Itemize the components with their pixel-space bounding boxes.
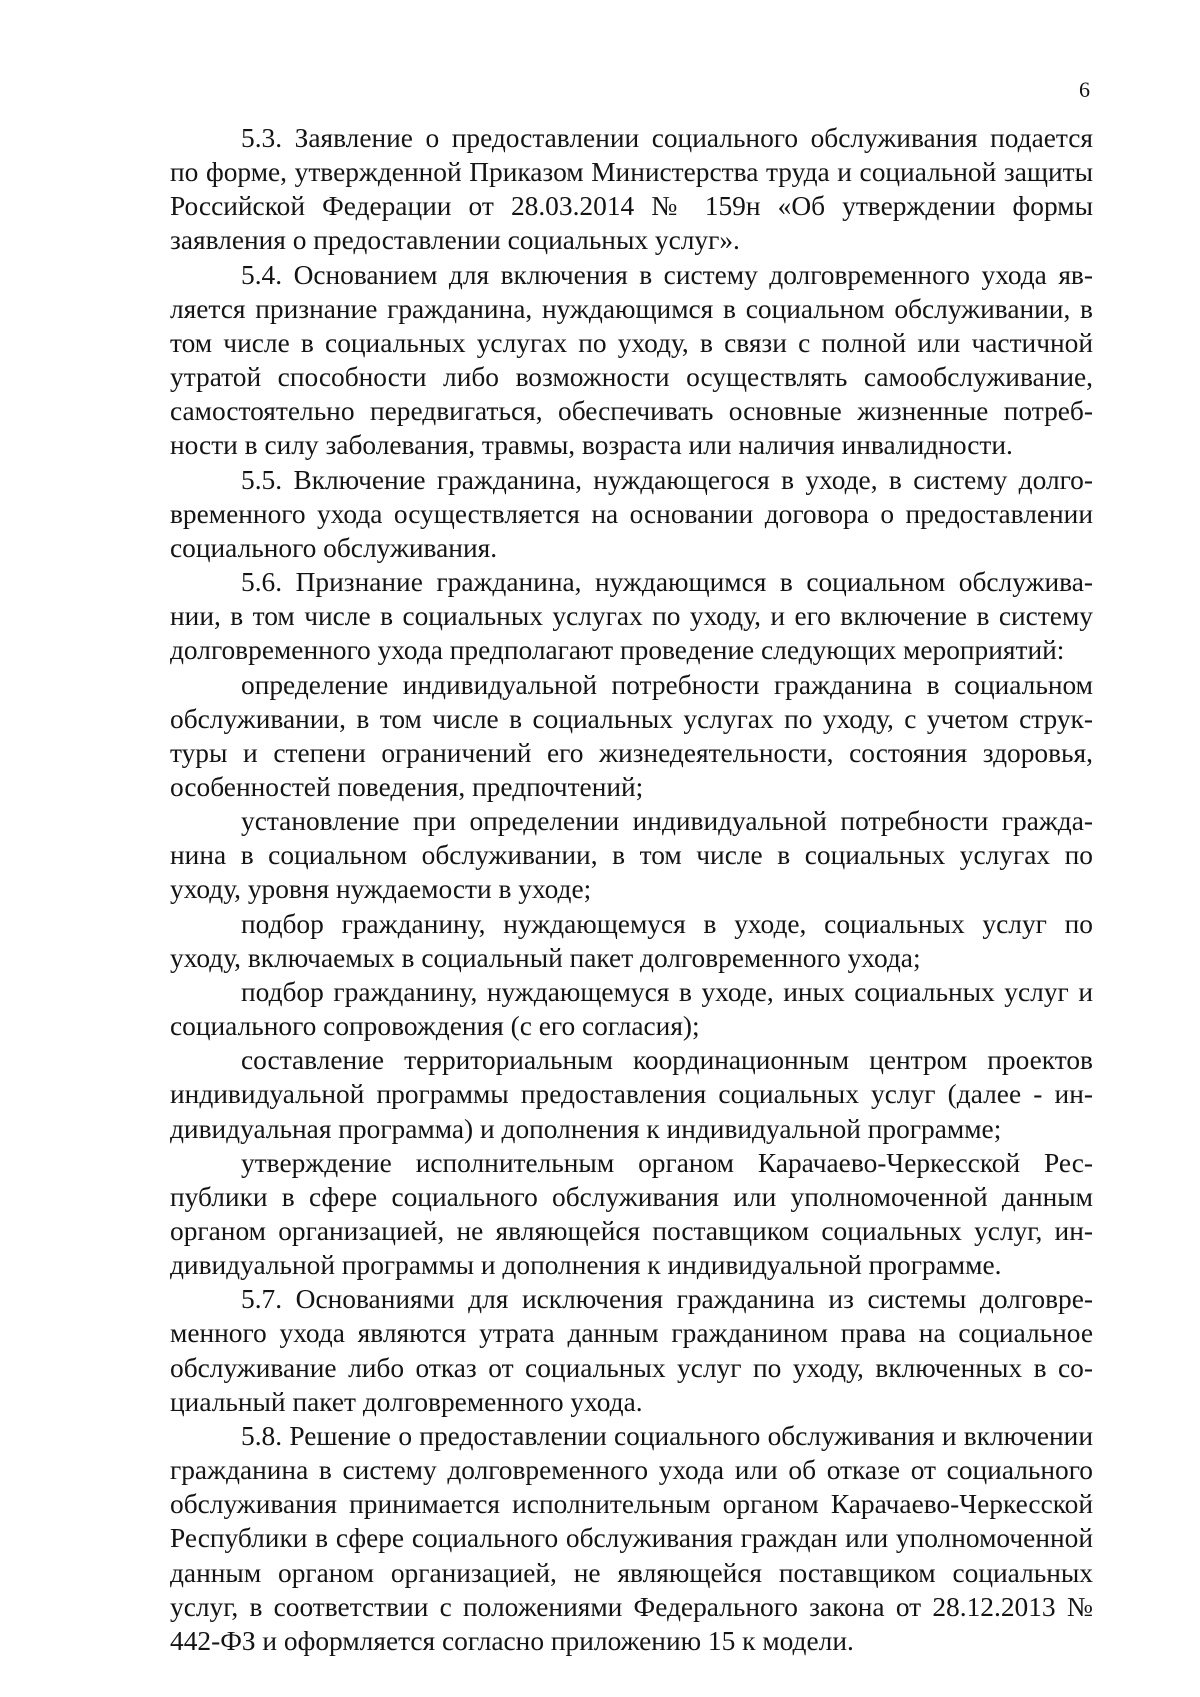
page-number: 6 bbox=[1079, 77, 1090, 102]
document-body bbox=[170, 121, 1093, 1658]
paragraph-5-3: 5.3. Заявление о предоставлении социального обслуживания подается по форме, утвержденной Приказом Министерства труда и социальной защиты Российской Федерации от 28.03.2014 № 159н «Об утверждении формы заявления о предоставлении социальных услуг». bbox=[170, 123, 1093, 256]
list-item-care-services: подбор гражданину, нуждающемуся в уходе, социальных услуг по уходу, включаемых в социальный пакет долговременного ухода; bbox=[170, 908, 1093, 973]
list-item-individual-need: определение индивидуальной потребности гражданина в социальном обслуживании, в том числе в социальных услугах по уходу, с учетом структуры и степени ограничений его жизнедеятельности, состояния здоровья, особенностей поведения, предпочтений; bbox=[170, 669, 1093, 802]
list-item-other-services: подбор гражданину, нуждающемуся в уходе, иных социальных услуг и социального сопровождения (с его согласия); bbox=[170, 976, 1093, 1042]
list-item-program-drafting: составление территориальным координационным центром проектов индивидуальной программы предоставления социальных услуг (далее - индивидуальная программа) и дополнения к индивидуальной программе; bbox=[170, 1045, 1093, 1144]
list-item-program-approval: утверждение исполнительным органом Карачаево-Черкесской Республики в сфере социального обслуживания или уполномоченной данным органом организацией, не являющейся поставщиком социальных услуг, индивидуальной программы и дополнения к индивидуальной программе. bbox=[170, 1147, 1093, 1281]
paragraph-5-4: 5.4. Основанием для включения в систему долговременного ухода является признание гражданина, нуждающимся в социальном обслуживании, в том числе в социальных услугах по уходу, в связи с полной или частичной утратой способности либо возможности осуществлять самообслуживание, самостоятельно передвигаться, обеспечивать основные жизненные потребности в силу заболевания, травмы, возраста или наличия инвалидности. bbox=[170, 259, 1093, 461]
paragraph-5-7: 5.7. Основаниями для исключения гражданина из системы долговременного ухода являются утрата данным гражданином права на социальное обслуживание либо отказ от социальных услуг по уходу, включенных в социальный пакет долговременного ухода. bbox=[170, 1284, 1093, 1417]
paragraph-5-8: 5.8. Решение о предоставлении социального обслуживания и включении гражданина в систему долговременного ухода или об отказе от социального обслуживания принимается исполнительным органом Карачаево-Черкесской Республики в сфере социального обслуживания граждан или уполномоченной данным органом организацией, не являющейся поставщиком социальных услуг, в соответствии с положениями Федерального закона от 28.12.2013 № 442-ФЗ и оформляется согласно приложению 15 к модели. bbox=[170, 1420, 1093, 1656]
paragraph-5-5: 5.5. Включение гражданина, нуждающегося в уходе, в систему долговременного ухода осуществляется на основании договора о предоставлении социального обслуживания. bbox=[170, 464, 1093, 563]
list-item-need-level: установление при определении индивидуальной потребности гражданина в социальном обслуживании, в том числе в социальных услугах по уходу, уровня нуждаемости в уходе; bbox=[170, 806, 1093, 905]
paragraph-5-6: 5.6. Признание гражданина, нуждающимся в социальном обслуживании, в том числе в социальных услугах по уходу, и его включение в систему долговременного ухода предполагают проведение следующих мероприятий: bbox=[170, 567, 1093, 666]
